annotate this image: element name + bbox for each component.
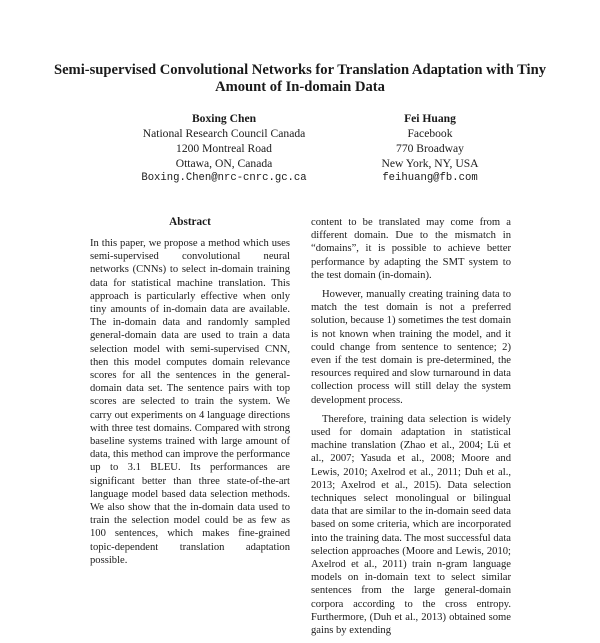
- author-address-line-1: 770 Broadway: [396, 142, 464, 155]
- author-affiliation: National Research Council Canada: [142, 127, 306, 140]
- author-address-line-2: Ottawa, ON, Canada: [175, 157, 273, 170]
- paper-title: Semi-supervised Convolutional Networks for Translation Adaptation with Tiny Amount of In-domain Data: [53, 62, 547, 95]
- intro-column: [311, 216, 511, 643]
- author-address-line-1: 1200 Montreal Road: [176, 142, 272, 155]
- intro-paragraph-1: content to be translated may come from a different domain. Due to the mismatch in “domains”, it is possible to achieve better performance by adapting the SMT system to the test domain (in-domain).: [311, 217, 511, 281]
- author-affiliation: Facebook: [407, 127, 453, 140]
- author-name: Boxing Chen: [191, 112, 257, 125]
- author-email: Boxing.Chen@nrc-cnrc.gc.ca: [141, 172, 307, 184]
- author-email: feihuang@fb.com: [382, 172, 478, 184]
- intro-paragraph-2: However, manually creating training data to match the test domain is not a preferred solution, because 1) sometimes the test domain is not known when training the model, and it could change from sentence to sentence; 2) even if the test domain is pre-determined, the resources required and slow turnaround in data collection process will still delay the system development process.: [311, 289, 511, 406]
- author-block-2: [310, 111, 550, 186]
- abstract-column: [90, 237, 290, 573]
- author-name: Fei Huang: [404, 112, 456, 125]
- author-address-line-2: New York, NY, USA: [381, 157, 479, 170]
- abstract-heading: Abstract: [169, 216, 211, 228]
- intro-paragraph-3: Therefore, training data selection is widely used for domain adaptation in statistical machine translation (Zhao et al., 2004; Lü et al., 2007; Yasuda et al., 2008; Moore and Lewis, 2010; Axelrod et al., 2011; Duh et al., 2013; Axelrod et al., 2015). Data selection techniques select monolingual or bilingual data that are similar to the in-domain seed data based on some criteria, which are incorporated into the training data. The most successful data selection approaches (Moore and Lewis, 2010; Axelrod et al., 2011) train n-gram language models on in-domain text to select similar sentences from the large general-domain corpora according to the cross entropy. Furthermore, (Duh et al., 2013) obtained some gains by extending: [311, 413, 511, 637]
- author-block-1: [104, 111, 344, 186]
- abstract-text: In this paper, we propose a method which uses semi-supervised convolutional neural networks (CNNs) to select in-domain training data for statistical machine translation. This approach is particularly effective when only tiny amounts of in-domain data are available. The in-domain data and randomly sampled general-domain data are used to train a data selection model with semi-supervised CNN, then this model computes domain relevance scores for all the sentences in the general-domain data set. The sentence pairs with top scores are selected to train the system. We carry out experiments on 4 language directions with three test domains. Compared with strong baseline systems trained with large amount of data, this method can improve the performance up to 3.1 BLEU. Its performances are significant better than three state-of-the-art language model based data selection methods. We also show that the in-domain data used to train the selection model could be as few as 100 sentences, which makes fine-grained topic-dependent translation adaptation possible.: [90, 238, 290, 566]
